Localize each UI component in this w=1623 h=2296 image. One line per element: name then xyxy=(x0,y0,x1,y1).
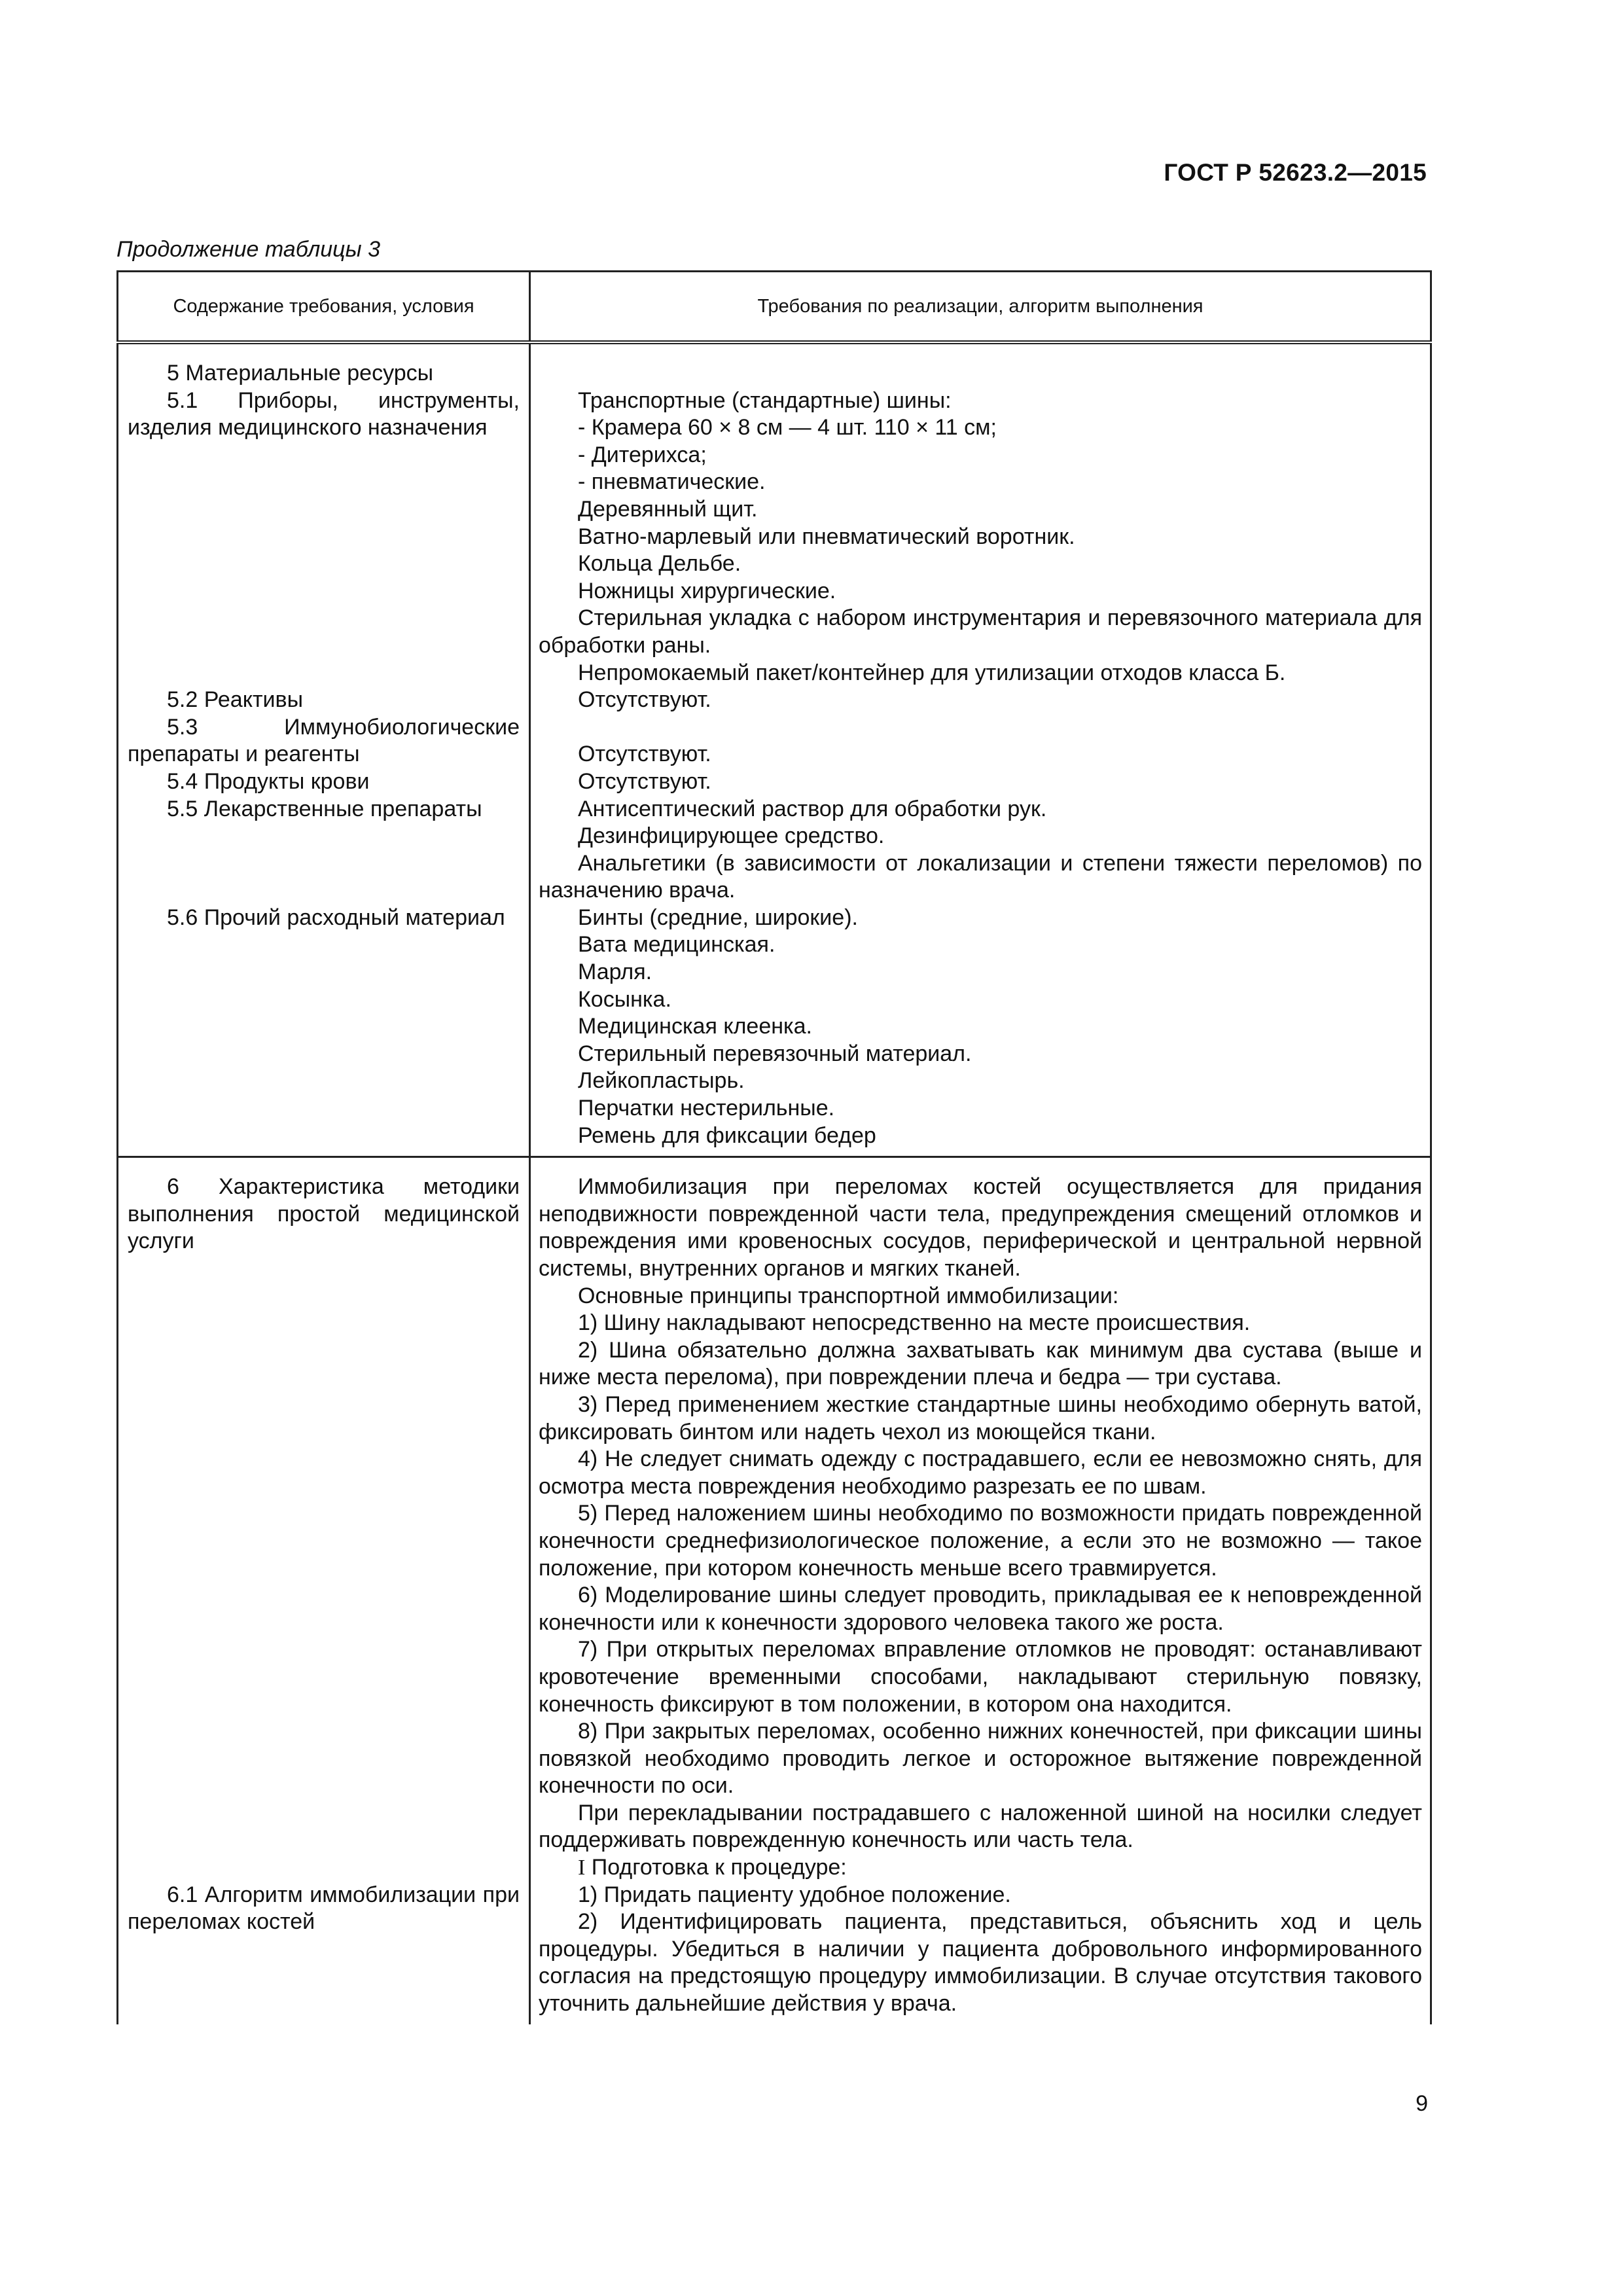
table-row xyxy=(118,342,1431,1157)
paragraph: 2) Шина обязательно должна захватывать как минимум два сустава (выше и ниже места перелома), при повреждении плеча и бедра — три сустава. xyxy=(539,1337,1422,1390)
item-5-6: 5.6 Прочий расходный материал xyxy=(167,905,505,930)
item-5-3: 5.3 Иммунобиологические препараты и реагенты xyxy=(128,714,520,767)
table-caption: Продолжение таблицы 3 xyxy=(116,237,380,262)
cell-section5-requirements xyxy=(530,342,1431,1157)
item-5-5: 5.5 Лекарственные препараты xyxy=(167,796,482,821)
list-item: - Дитерихса; xyxy=(578,442,707,467)
item-6-1: 6.1 Алгоритм иммобилизации при переломах костей xyxy=(128,1882,520,1935)
stage-title: Подготовка к процедуре: xyxy=(591,1855,847,1880)
requirements-table xyxy=(116,270,1432,2024)
list-item: - Крамера 60 × 8 см — 4 шт. 110 × 11 см; xyxy=(578,415,997,440)
paragraph: 1) Придать пациенту удобное положение. xyxy=(578,1882,1011,1907)
list-item: Антисептический раствор для обработки рук. xyxy=(578,796,1047,821)
paragraph: 4) Не следует снимать одежду с пострадавшего, если ее невозможно снять, для осмотра места повреждения необходимо разрезать ее по швам. xyxy=(539,1446,1422,1499)
list-item: Перчатки нестерильные. xyxy=(578,1096,835,1121)
page-number: 9 xyxy=(1416,2091,1428,2116)
list-item: Кольца Дельбе. xyxy=(578,551,741,577)
column-header-implementation: Требования по реализации, алгоритм выполнения xyxy=(530,272,1431,343)
list-item: Деревянный щит. xyxy=(578,496,758,522)
paragraph: 3) Перед применением жесткие стандартные шины необходимо обернуть ватой, фиксировать бинтом или надеть чехол из моющейся ткани. xyxy=(539,1391,1422,1444)
procedure-stage-heading xyxy=(539,1854,1422,1882)
paragraph: 7) При открытых переломах вправление отломков не проводят: останавливают кровотечение временными способами, накладывают стерильную повязку, конечность фиксируют в том положении, в котором она находится. xyxy=(539,1637,1422,1717)
paragraph: 5) Перед наложением шины необходимо по возможности придать поврежденной конечности среднефизиологическое положение, а если это не возможно — такое положение, при котором конечность меньше всего травмируется. xyxy=(539,1501,1422,1581)
paragraph: 8) При закрытых переломах, особенно нижних конечностей, при фиксации шины повязкой необходимо проводить легкое и осторожное вытяжение поврежденной конечности по оси. xyxy=(539,1719,1422,1799)
roman-numeral: I xyxy=(578,1856,586,1880)
section-6-title: 6 Характеристика методики выполнения простой медицинской услуги xyxy=(128,1174,520,1254)
section-5-title: 5 Материальные ресурсы xyxy=(167,361,434,386)
list-item: Марля. xyxy=(578,960,652,985)
list-item: Непромокаемый пакет/контейнер для утилизации отходов класса Б. xyxy=(578,660,1286,685)
list-item: Медицинская клеенка. xyxy=(578,1014,812,1039)
paragraph: Иммобилизация при переломах костей осуществляется для придания неподвижности поврежденной части тела, предупреждения смещений отломков и повреждения ими кровеносных сосудов, периферической и центральной нервной системы, внутренних органов и мягких тканей. xyxy=(539,1174,1422,1281)
list-item: Косынка. xyxy=(578,986,671,1012)
list-item: Дезинфицирующее средство. xyxy=(578,823,885,849)
cell-section5-conditions xyxy=(118,342,530,1157)
item-5-4: 5.4 Продукты крови xyxy=(167,768,370,794)
list-item: Бинты (средние, широкие). xyxy=(578,905,858,930)
list-item: Отсутствуют. xyxy=(578,687,711,713)
paragraph: 2) Идентифицировать пациента, представиться, объяснить ход и цель процедуры. Убедиться в наличии у пациента добровольного информированного согласия на предстоящую процедуру иммобилизации. В случае отсутствия такового уточнить дальнейшие действия у врача. xyxy=(539,1909,1422,2017)
list-item: Вата медицинская. xyxy=(578,932,776,958)
list-item: Транспортные (стандартные) шины: xyxy=(578,387,952,413)
document-code: ГОСТ Р 52623.2—2015 xyxy=(1164,159,1427,186)
list-item: Ножницы хирургические. xyxy=(578,578,836,603)
column-header-conditions: Содержание требования, условия xyxy=(118,272,530,343)
list-item: - пневматические. xyxy=(578,469,766,495)
cell-section6-requirements xyxy=(530,1157,1431,2024)
list-item: Стерильный перевязочный материал. xyxy=(578,1041,972,1066)
table-row xyxy=(118,1157,1431,2024)
list-item: Ремень для фиксации бедер xyxy=(578,1122,876,1148)
paragraph: 1) Шину накладывают непосредственно на месте происшествия. xyxy=(578,1310,1251,1336)
item-5-2: 5.2 Реактивы xyxy=(167,687,304,713)
cell-section6-conditions xyxy=(118,1157,530,2024)
list-item: Стерильная укладка с набором инструментария и перевязочного материала для обработки раны. xyxy=(539,605,1422,658)
list-item: Отсутствуют. xyxy=(578,768,711,794)
table-header-row xyxy=(118,272,1431,343)
paragraph: При перекладывании пострадавшего с наложенной шиной на носилки следует поддерживать поврежденную конечность или часть тела. xyxy=(539,1800,1422,1853)
list-item: Ватно-марлевый или пневматический воротник. xyxy=(578,524,1075,549)
paragraph: 6) Моделирование шины следует проводить, прикладывая ее к неповрежденной конечности или к конечности здорового человека такого же роста. xyxy=(539,1583,1422,1635)
list-item: Отсутствуют. xyxy=(578,742,711,767)
list-item: Лейкопластырь. xyxy=(578,1068,745,1094)
paragraph: Основные принципы транспортной иммобилизации: xyxy=(578,1283,1119,1308)
item-5-1: 5.1 Приборы, инструменты, изделия медицинского назначения xyxy=(128,387,520,440)
list-item: Анальгетики (в зависимости от локализации и степени тяжести переломов) по назначению врача. xyxy=(539,850,1422,903)
